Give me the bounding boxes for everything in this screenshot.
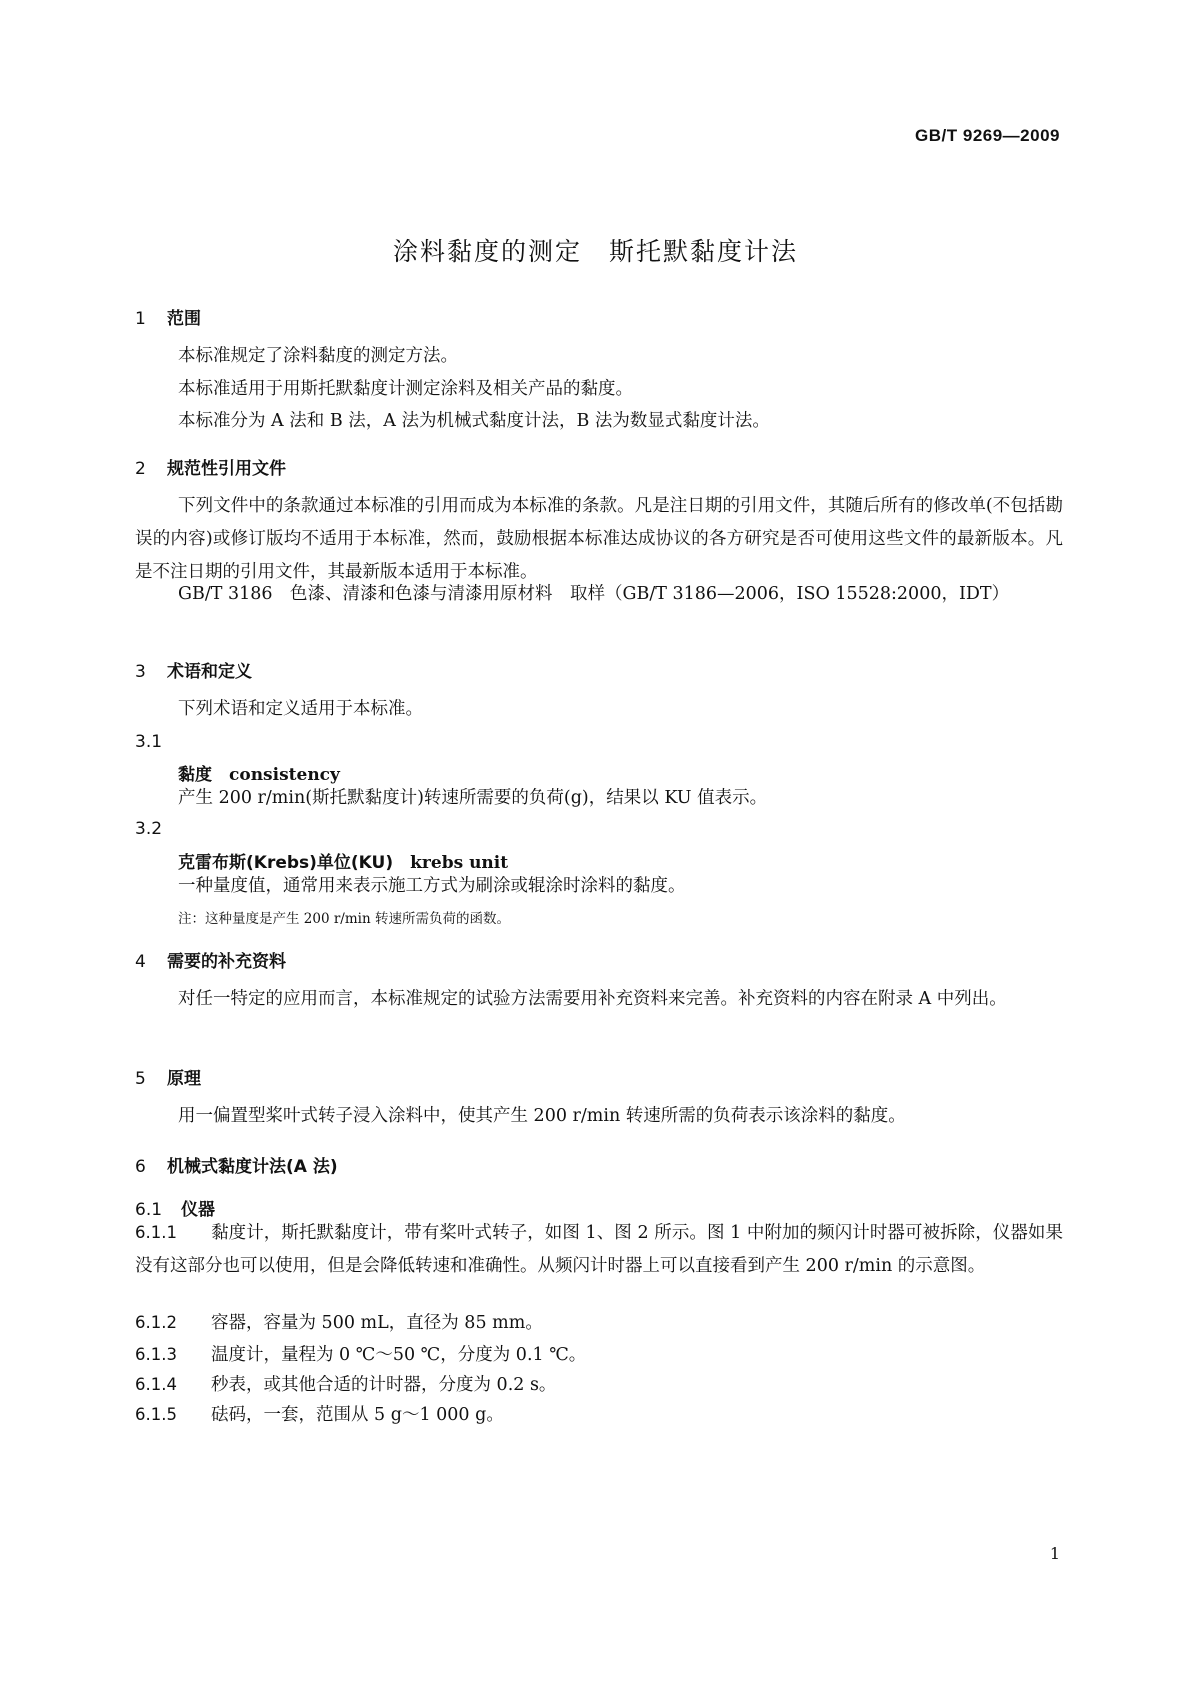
item-text: 温度计，量程为 0 ℃～50 ℃，分度为 0.1 ℃。 xyxy=(211,1345,587,1365)
item-6-1-2 xyxy=(135,1306,1063,1340)
clause-number: 6.1 xyxy=(135,1200,163,1220)
term-krebs-unit-definition: 一种量度值，通常用来表示施工方式为刷涂或辊涂时涂料的黏度。 xyxy=(178,876,686,896)
section-number: 1 xyxy=(135,309,146,329)
section-title: 机械式黏度计法(A 法) xyxy=(167,1157,338,1177)
document-code-header: GB/T 9269—2009 xyxy=(915,126,1060,145)
section-number: 3 xyxy=(135,662,146,682)
item-text: 秒表，或其他合适的计时器，分度为 0.2 s。 xyxy=(211,1375,557,1395)
item-number: 6.1.1 xyxy=(135,1223,177,1242)
item-6-1-5 xyxy=(135,1398,1063,1432)
item-number: 6.1.5 xyxy=(135,1405,177,1424)
section-1-heading xyxy=(135,304,201,329)
section-2-paragraph: 下列文件中的条款通过本标准的引用而成为本标准的条款。凡是注日期的引用文件，其随后所有的修改单(不包括勘误的内容)或修订版均不适用于本标准，然而，鼓励根据本标准达成协议的各方研究是否可使用这些文件的最新版本。凡是不注日期的引用文件，其最新版本适用于本标准。 xyxy=(135,496,1063,582)
section-title: 原理 xyxy=(167,1069,201,1089)
section-2-heading xyxy=(135,454,286,479)
term-en: krebs unit xyxy=(410,853,509,873)
item-number: 6.1.3 xyxy=(135,1345,177,1364)
document-title: 涂料黏度的测定 斯托默黏度计法 xyxy=(392,237,798,266)
section-1-line-2: 本标准适用于用斯托默黏度计测定涂料及相关产品的黏度。 xyxy=(178,379,633,399)
section-1-line-3: 本标准分为 A 法和 B 法，A 法为机械式黏度计法，B 法为数显式黏度计法。 xyxy=(178,411,770,431)
item-text: 砝码，一套，范围从 5 g～1 000 g。 xyxy=(211,1405,504,1425)
item-number: 6.1.4 xyxy=(135,1375,177,1394)
section-number: 6 xyxy=(135,1157,146,1177)
item-6-1-3 xyxy=(135,1338,1063,1372)
term-en: consistency xyxy=(229,765,340,785)
section-1-line-1: 本标准规定了涂料黏度的测定方法。 xyxy=(178,346,458,366)
section-title: 范围 xyxy=(167,309,201,329)
section-3-heading xyxy=(135,657,252,682)
term-consistency-definition: 产生 200 r/min(斯托默黏度计)转速所需要的负荷(g)，结果以 KU 值表示。 xyxy=(178,788,768,808)
section-6-heading xyxy=(135,1152,338,1177)
section-number: 5 xyxy=(135,1069,146,1089)
item-6-1-1 xyxy=(135,1216,1063,1283)
section-title: 规范性引用文件 xyxy=(167,459,286,479)
item-6-1-4 xyxy=(135,1368,1063,1402)
item-text: 容器，容量为 500 mL，直径为 85 mm。 xyxy=(211,1313,543,1333)
page-number: 1 xyxy=(1049,1544,1060,1563)
clause-3-1-number: 3.1 xyxy=(135,732,163,752)
section-3-intro: 下列术语和定义适用于本标准。 xyxy=(178,699,423,719)
section-4-heading xyxy=(135,947,286,972)
section-4-paragraph: 对任一特定的应用而言，本标准规定的试验方法需要用补充资料来完善。补充资料的内容在附录 A 中列出。 xyxy=(178,989,1007,1009)
normative-reference: GB/T 3186 色漆、清漆和色漆与清漆用原材料 取样（GB/T 3186—2006，ISO 15528:2000，IDT） xyxy=(178,584,1010,604)
item-text: 黏度计，斯托默黏度计，带有桨叶式转子，如图 1、图 2 所示。图 1 中附加的频闪计时器可被拆除，仪器如果没有这部分也可以使用，但是会降低转速和准确性。从频闪计时器上可以直接看到产生 200 r/min 的示意图。 xyxy=(135,1223,1063,1276)
section-number: 2 xyxy=(135,459,146,479)
section-5-heading xyxy=(135,1064,201,1089)
term-cn: 克雷布斯(Krebs)单位(KU) xyxy=(178,853,394,873)
section-title: 需要的补充资料 xyxy=(167,952,286,972)
clause-3-2-number: 3.2 xyxy=(135,819,163,839)
term-cn: 黏度 xyxy=(178,765,212,785)
clause-title: 仪器 xyxy=(181,1200,215,1220)
section-number: 4 xyxy=(135,952,146,972)
section-title: 术语和定义 xyxy=(167,662,252,682)
note: 注：这种量度是产生 200 r/min 转速所需负荷的函数。 xyxy=(178,911,510,927)
item-number: 6.1.2 xyxy=(135,1313,177,1332)
section-5-paragraph: 用一偏置型桨叶式转子浸入涂料中，使其产生 200 r/min 转速所需的负荷表示该涂料的黏度。 xyxy=(178,1106,906,1126)
